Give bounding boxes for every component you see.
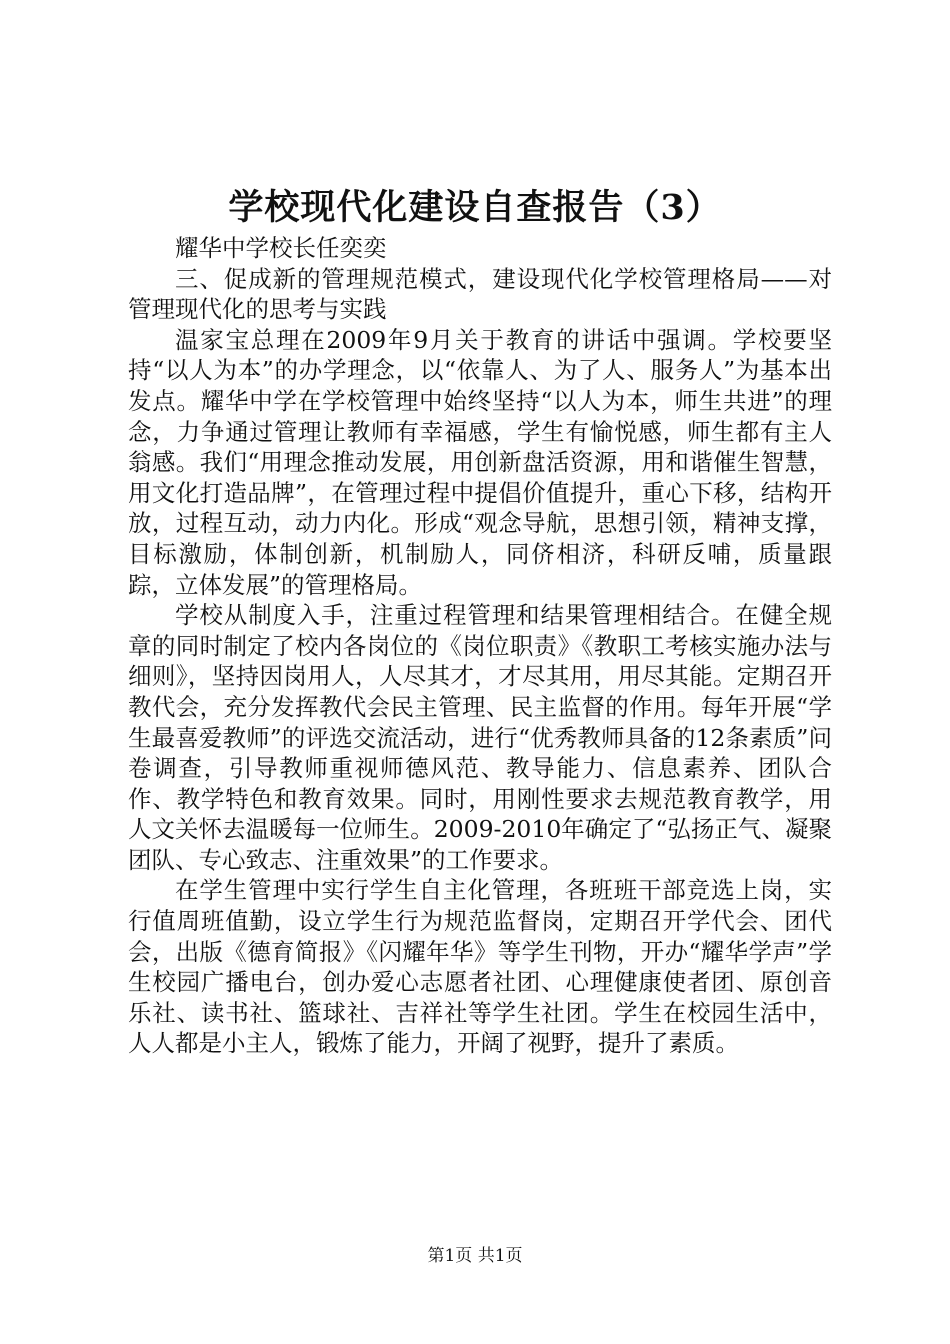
body-paragraph: 温家宝总理在2009年9月关于教育的讲话中强调。学校要坚持“以人为本”的办学理念，以“依靠人、为了人、服务人”为基本出发点。耀华中学在学校管理中始终坚持“以人为本，师生共进”的理念，力争通过管理让教师有幸福感，学生有愉悦感，师生都有主人翁感。我们“用理念推动发展，用创新盘活资源，用和谐催生智慧，用文化打造品牌”，在管理过程中提倡价值提升，重心下移，结构开放，过程互动，动力内化。形成“观念导航，思想引领，精神支撑，目标激励，体制创新，机制励人，同侪相济，科研反哺，质量跟踪，立体发展”的管理格局。 [128,325,832,599]
body-paragraph: 学校从制度入手，注重过程管理和结果管理相结合。在健全规章的同时制定了校内各岗位的《岗位职责》《教职工考核实施办法与细则》，坚持因岗用人，人尽其才，才尽其用，用尽其能。定期召开教代会，充分发挥教代会民主管理、民主监督的作用。每年开展“学生最喜爱教师”的评选交流活动，进行“优秀教师具备的12条素质”问卷调查，引导教师重视师德风范、教导能力、信息素养、团队合作、教学特色和教育效果。同时，用刚性要求去规范教育教学，用人文关怀去温暖每一位师生。2009-2010年确定了“弘扬正气、凝聚团队、专心致志、注重效果”的工作要求。 [128,601,832,874]
document-title: 学校现代化建设自查报告（3） [228,187,722,228]
section-heading: 三、促成新的管理规范模式，建设现代化学校管理格局——对管理现代化的思考与实践 [128,264,832,324]
author-line: 耀华中学校长任奕奕 [175,234,387,262]
document-body [128,233,832,1059]
body-paragraph: 在学生管理中实行学生自主化管理，各班班干部竞选上岗，实行值周班值勤，设立学生行为规范监督岗，定期召开学代会、团代会，出版《德育简报》《闪耀年华》等学生刊物，开办“耀华学声”学生校园广播电台，创办爱心志愿者社团、心理健康使者团、原创音乐社、读书社、篮球社、吉祥社等学生社团。学生在校园生活中，人人都是小主人，锻炼了能力，开阔了视野，提升了素质。 [128,876,832,1058]
page-number-footer: 第1页 共1页 [427,1246,523,1266]
